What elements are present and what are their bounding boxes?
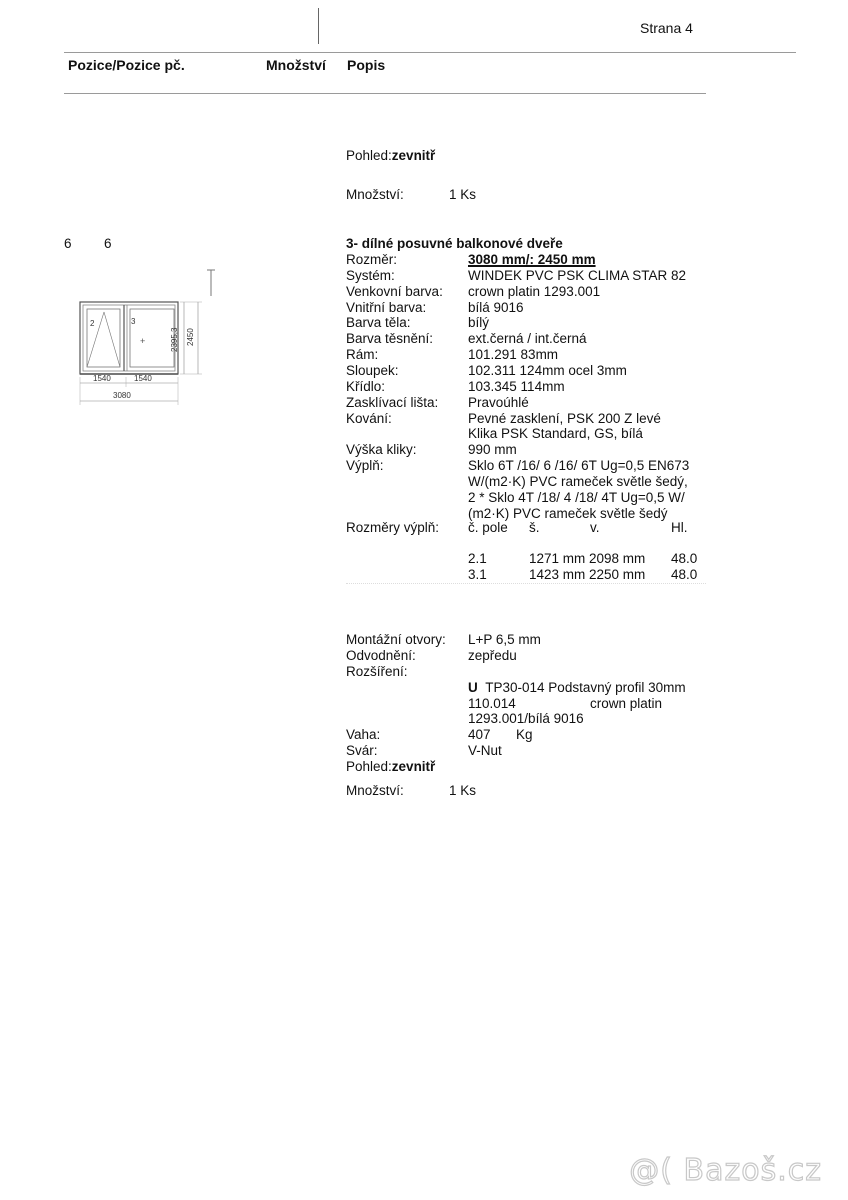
view-line: Pohled:zevnitř: [346, 759, 436, 774]
fill-dims-header-field: č. pole: [468, 520, 508, 535]
col-header-position: Pozice/Pozice pč.: [68, 57, 185, 73]
height-total-label: 2450: [186, 328, 195, 346]
spec-value: ext.černá / int.černá: [468, 331, 587, 346]
weight-unit: Kg: [516, 727, 533, 742]
fill-row-1-depth: 48.0: [671, 551, 698, 566]
outer-frame: [80, 302, 178, 374]
spec-value: WINDEK PVC PSK CLIMA STAR 82: [468, 268, 687, 283]
spec-label: Barva těsnění:: [346, 331, 434, 346]
spec-value: Pravoúhlé: [468, 395, 529, 410]
col-header-description: Popis: [347, 57, 386, 73]
inner-frame: [83, 305, 175, 371]
spec-label: Barva těla:: [346, 315, 411, 330]
qty-label: Množství:: [346, 783, 404, 798]
prev-qty-label: Množství:: [346, 187, 404, 202]
spec-value: Sklo 6T /16/ 6 /16/ 6T Ug=0,5 EN673: [468, 458, 690, 473]
extension-code: 110.014: [468, 696, 516, 711]
spec-label: Zasklívací lišta:: [346, 395, 439, 410]
weld-value: V-Nut: [468, 743, 502, 758]
weight-value: 407: [468, 727, 491, 742]
weight-label: Vaha:: [346, 727, 381, 742]
item-position: 6: [64, 236, 72, 251]
fill-dims-header-height: v.: [590, 520, 600, 535]
spec-value: crown platin 1293.001: [468, 284, 601, 299]
spec-label: Rozměr:: [346, 252, 398, 267]
fill-row-2-width: 1423 mm: [529, 567, 586, 582]
spec-value: 101.291 83mm: [468, 347, 559, 362]
fill-row-1-height: 2098 mm: [589, 551, 646, 566]
spec-value: W/(m2·K) PVC rameček světle šedý,: [468, 474, 688, 489]
spec-label: Výplň:: [346, 458, 384, 473]
fill-dims-header-depth: Hl.: [671, 520, 688, 535]
spec-value: Pevné zasklení, PSK 200 Z levé: [468, 411, 661, 426]
extension-label: Rozšíření:: [346, 664, 408, 679]
spec-label: Sloupek:: [346, 363, 399, 378]
spec-label: Výška kliky:: [346, 442, 417, 457]
extension-line-3: 1293.001/bílá 9016: [468, 711, 584, 726]
height-inner-label: 2395,3: [170, 327, 179, 352]
fill-row-2-height: 2250 mm: [589, 567, 646, 582]
spec-label: Vnitřní barva:: [346, 300, 427, 315]
bazos-watermark: @( Bazoš.cz: [629, 1153, 822, 1188]
spec-value: 2 * Sklo 4T /18/ 4 /18/ 4T Ug=0,5 W/: [468, 490, 685, 505]
spec-label: Křídlo:: [346, 379, 386, 394]
spec-label: Rám:: [346, 347, 379, 362]
col-header-quantity: Množství: [266, 57, 326, 73]
spec-value: bílý: [468, 315, 490, 330]
header-divider-top: [64, 52, 796, 53]
weld-label: Svár:: [346, 743, 378, 758]
spec-value: 103.345 114mm: [468, 379, 565, 394]
width-total-label: 3080: [113, 391, 131, 400]
item-quantity: 6: [104, 236, 112, 251]
width-right-label: 1540: [134, 374, 152, 383]
fill-row-2-depth: 48.0: [671, 567, 698, 582]
spec-value: (m2·K) PVC rameček světle šedý: [468, 506, 668, 521]
spec-value: Klika PSK Standard, GS, bílá: [468, 426, 643, 441]
extension-line-1: U TP30-014 Podstavný profil 30mm: [468, 680, 686, 695]
fill-table-divider: [346, 583, 706, 584]
mount-label: Montážní otvory:: [346, 632, 446, 647]
header-tick: [318, 8, 319, 44]
prev-view: Pohled:zevnitř: [346, 148, 436, 163]
fixed-glass-mark: +: [140, 336, 146, 346]
extension-color: crown platin: [590, 696, 663, 711]
spec-label: Systém:: [346, 268, 395, 283]
prev-qty-value: 1 Ks: [449, 187, 477, 202]
sash-left-label: 2: [90, 319, 95, 328]
door-drawing: [60, 262, 230, 408]
qty-value: 1 Ks: [449, 783, 477, 798]
sash-right-label: 3: [131, 317, 136, 326]
spec-value-dimensions: 3080 mm/: 2450 mm: [468, 252, 596, 267]
fill-dims-header-width: š.: [529, 520, 540, 535]
fill-row-2-field: 3.1: [468, 567, 487, 582]
header-divider-bottom: [64, 93, 706, 94]
item-title: 3- dílné posuvné balkonové dveře: [346, 236, 563, 251]
right-fixed-pane: [130, 309, 174, 367]
left-sash: [87, 309, 120, 367]
spec-label: Venkovní barva:: [346, 284, 443, 299]
drain-label: Odvodnění:: [346, 648, 416, 663]
spec-value: bílá 9016: [468, 300, 524, 315]
fill-row-1-width: 1271 mm: [529, 551, 586, 566]
mount-value: L+P 6,5 mm: [468, 632, 541, 647]
drain-value: zepředu: [468, 648, 517, 663]
spec-value: 102.311 124mm ocel 3mm: [468, 363, 627, 378]
spec-label: Kování:: [346, 411, 392, 426]
tilt-line-right: [104, 312, 120, 367]
width-left-label: 1540: [93, 374, 111, 383]
page-number: Strana 4: [640, 20, 693, 36]
spec-value: 990 mm: [468, 442, 517, 457]
fill-dims-label: Rozměry výplň:: [346, 520, 440, 535]
fill-row-1-field: 2.1: [468, 551, 487, 566]
